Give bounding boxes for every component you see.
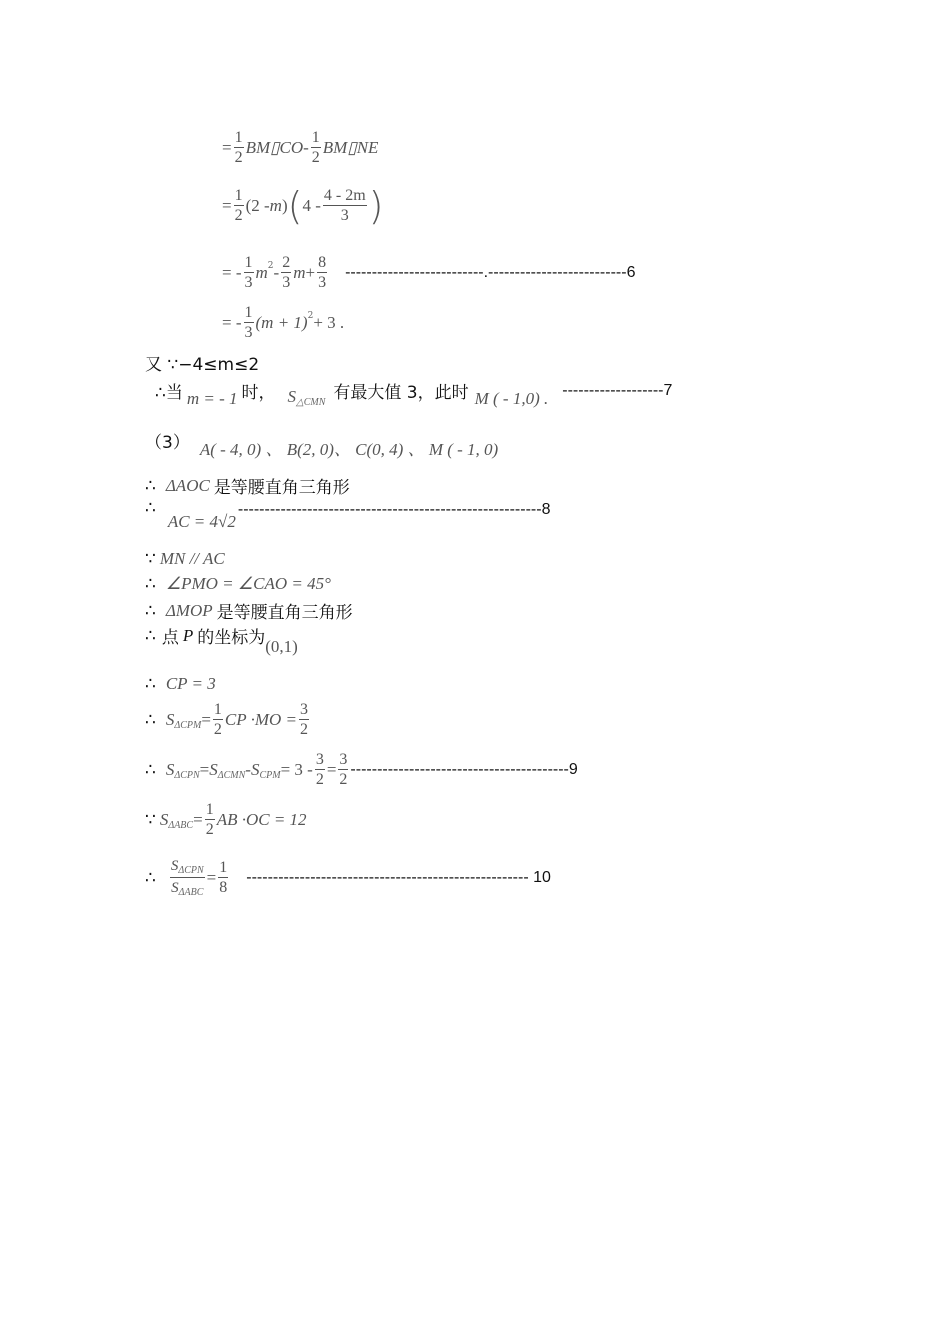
fraction: $\frac{1}{2}$ [234, 187, 243, 224]
part3-points: （3） A( - 4, 0) 、 B(2, 0)、 C(0, 4) 、 M ( - 1, 0) [145, 433, 499, 459]
condition-line: 又 ∵−4≤m≤2 [145, 355, 260, 375]
mop-line: ∴ ΔMOP 是等腰直角三角形 [145, 600, 353, 623]
s-abc-line: ∵ S ΔABC = $\frac{1}{2}$ AB ·OC = 12 [145, 801, 307, 838]
fraction: $\frac{1}{2}$ [234, 129, 243, 166]
angle-line: ∴ ∠PMO = ∠CAO = 45° [145, 574, 331, 594]
ratio-line: ∴ $\frac{\text{SΔCPN}}{\text{SΔABC}}$ = $\frac{1}{8}$ ----------------------------------------------------- 10 [145, 858, 551, 898]
score-marker: -------------------7 [562, 381, 673, 399]
fraction: $\frac{4 - 2m}{3}$ [323, 187, 366, 224]
s-cpn-line: ∴ S ΔCPN = S ΔCMN - S CPM = 3 - $\frac{3}{2}$ = $\frac{3}{2}$ -----------------------------------------9 [145, 751, 578, 788]
point-p-line: ∴ 点 P 的坐标为 (0,1) [145, 625, 298, 656]
score-marker: --------------------------.--------------------------6 [345, 263, 636, 281]
ratio-fraction: $\frac{\text{SΔCPN}}{\text{SΔABC}}$ [170, 858, 204, 898]
score-marker: ---------------------------------------------------------8 [237, 501, 551, 518]
max-value-line: ∴当 m = - 1 时， S △CMN 有最大值 3，此时 M ( - 1,0) . -------------------7 [155, 381, 673, 408]
right-paren: ) [368, 183, 384, 228]
eq-line-3: = - $\frac{1}{3}$ m 2 - $\frac{2}{3}$ m + $\frac{8}{3}$ --------------------------.--------------------------6 [222, 254, 636, 291]
s-cpm-line: ∴ S ΔCPM = $\frac{1}{2}$ CP ·MO = $\frac{3}{2}$ [145, 701, 308, 738]
ac-line: ∴ AC = 4√2 ---------------------------------------------------------8 [145, 498, 551, 531]
score-marker: -----------------------------------------9 [350, 760, 578, 778]
eq-line-1: = $\frac{1}{2}$ BM▯CO - $\frac{1}{2}$ BM▯NE [222, 129, 379, 166]
cp-line: ∴ CP = 3 [145, 674, 216, 694]
fraction: $\frac{1}{2}$ [311, 129, 320, 166]
left-paren: ( [287, 183, 303, 228]
eq-line-2: = $\frac{1}{2}$ (2 - m ) ( 4 - $\frac{4 - 2m}{3}$ ) [222, 183, 384, 228]
eq-line-4: = - $\frac{1}{3}$ (m + 1) 2 + 3 . [222, 304, 345, 341]
score-marker: ----------------------------------------------------- 10 [246, 868, 551, 886]
parallel-line: ∵ MN // AC [145, 549, 225, 569]
aoc-line: ∴ ΔAOC 是等腰直角三角形 [145, 475, 350, 498]
